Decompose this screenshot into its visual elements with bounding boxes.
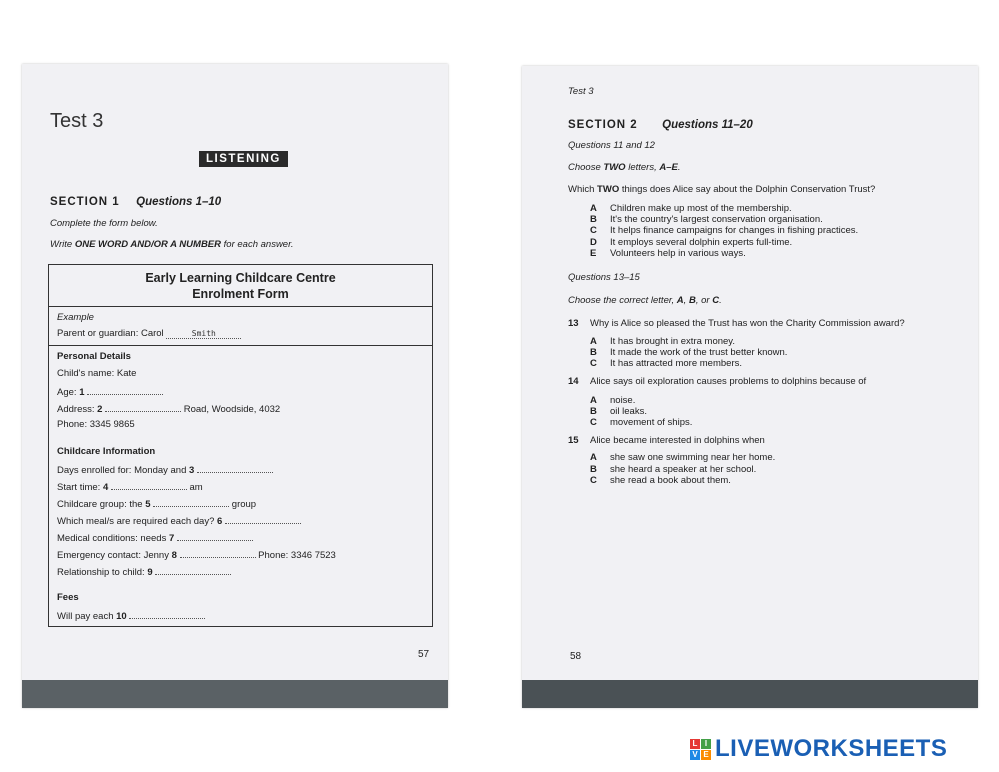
liveworksheets-logo[interactable] [690, 734, 947, 764]
option-letter: C [590, 358, 597, 369]
emergency-post: Phone: 3346 7523 [258, 550, 336, 561]
option-text: Children make up most of the membership. [610, 203, 792, 214]
option-text: It employs several dolphin experts full-time. [610, 237, 793, 248]
address-row [57, 402, 280, 415]
answer-blank-4[interactable] [111, 480, 187, 490]
question-number: 14 [568, 376, 579, 387]
section-heading [50, 192, 221, 210]
group-row [57, 497, 256, 510]
right-page [522, 66, 978, 708]
q13-15-heading: Questions 13–15 [568, 272, 640, 283]
days-row [57, 463, 273, 476]
q11-12-instr-pre: Choose [568, 162, 604, 173]
q11-12-instr-post: letters, [625, 162, 660, 173]
address-label: Address: [57, 404, 98, 415]
enrolment-form [48, 264, 433, 627]
option-text: she heard a speaker at her school. [610, 464, 757, 475]
answer-blank-7[interactable] [177, 531, 253, 541]
brand-name: LIVEWORKSHEETS [715, 735, 948, 762]
example-label: Example [57, 312, 94, 323]
start-label: Start time: [57, 482, 103, 493]
answer-blank-9[interactable] [155, 565, 231, 575]
option-text: movement of ships. [610, 417, 693, 428]
q13-15-instr-c: C [712, 295, 720, 306]
answer-blank-10[interactable] [129, 609, 205, 619]
phone: Phone: 3345 9865 [57, 419, 135, 430]
medical-label: Medical conditions: needs [57, 533, 169, 544]
q13-15-instr-sep2: , or [695, 295, 713, 306]
q11-12-heading: Questions 11 and 12 [568, 140, 655, 151]
section-questions: Questions 11–20 [662, 119, 753, 131]
q11-12-question-post: things does Alice say about the Dolphin Conservation Trust? [619, 184, 876, 195]
option-row[interactable] [590, 452, 775, 463]
days-num: 3 [189, 465, 195, 476]
question-text: Alice became interested in dolphins when [590, 435, 765, 446]
section-questions: Questions 1–10 [136, 196, 222, 208]
option-text: noise. [610, 395, 636, 406]
start-row [57, 480, 203, 493]
option-text: she saw one swimming near her home. [610, 452, 776, 463]
option-letter: D [590, 237, 597, 248]
page-number: 58 [570, 651, 582, 662]
option-text: It has brought in extra money. [610, 336, 735, 347]
question-text: Why is Alice so pleased the Trust has won the Charity Commission award? [590, 318, 905, 329]
logo-letter: E [701, 750, 711, 760]
personal-details-heading: Personal Details [57, 351, 131, 362]
age-label: Age: [57, 387, 80, 398]
q13-15-instruction [568, 295, 722, 306]
left-page [22, 64, 448, 708]
section-heading [568, 115, 753, 133]
option-letter: C [590, 225, 597, 236]
answer-blank-2[interactable] [105, 402, 181, 412]
option-letter: B [590, 214, 597, 225]
pay-label: Will pay each [57, 611, 117, 622]
test-title: Test 3 [50, 110, 104, 132]
q11-12-question-pre: Which [568, 184, 598, 195]
question-15 [568, 435, 765, 446]
option-letter: E [590, 248, 597, 259]
q13-15-instr-end: . [719, 295, 722, 306]
question-text: Alice says oil exploration causes problems to dolphins because of [590, 376, 867, 387]
option-letter: A [590, 336, 597, 347]
emergency-num: 8 [171, 550, 177, 561]
option-letter: C [590, 417, 597, 428]
instruction-write-bold: ONE WORD AND/OR A NUMBER [74, 239, 222, 250]
medical-num: 7 [168, 533, 175, 544]
logo-letter: I [701, 739, 711, 749]
option-letter: B [590, 406, 597, 417]
listening-badge: LISTENING [199, 151, 288, 167]
pay-row [57, 609, 205, 622]
option-row[interactable] [590, 406, 647, 417]
childs-name: Child's name: Kate [57, 368, 137, 379]
option-row[interactable] [590, 336, 735, 347]
answer-blank-6[interactable] [225, 514, 301, 524]
option-text: Volunteers help in various ways. [610, 248, 746, 259]
section-label: SECTION 2 [568, 119, 638, 131]
option-row[interactable] [590, 225, 858, 236]
answer-blank-1[interactable] [87, 385, 163, 395]
relationship-label: Relationship to child: [57, 567, 148, 578]
pay-num: 10 [116, 611, 127, 622]
option-row[interactable] [590, 475, 731, 486]
option-row[interactable] [590, 358, 742, 369]
q13-15-instr-b: B [688, 295, 696, 306]
answer-blank-8[interactable] [180, 548, 256, 558]
relationship-row [57, 565, 231, 578]
medical-row [57, 531, 253, 544]
instruction-write [50, 239, 294, 250]
example-answer: Smith [166, 329, 241, 339]
q11-12-instruction [568, 162, 680, 173]
age-row [57, 385, 163, 398]
instruction-complete: Complete the form below. [50, 218, 158, 229]
scan-shadow [22, 680, 448, 708]
option-row[interactable] [590, 203, 792, 214]
option-row[interactable] [590, 417, 692, 428]
instruction-write-pre: Write [50, 239, 75, 250]
scan-shadow [522, 680, 978, 708]
question-number: 13 [568, 318, 579, 329]
emergency-row [57, 548, 336, 561]
fees-heading: Fees [57, 592, 79, 603]
group-num: 5 [145, 499, 151, 510]
option-row[interactable] [590, 395, 635, 406]
q11-12-instr-end: . [677, 162, 681, 173]
days-label: Days enrolled for: Monday and [57, 465, 190, 476]
q11-12-question [568, 184, 875, 195]
page-number: 57 [418, 649, 430, 660]
option-text: she read a book about them. [610, 475, 731, 486]
group-label: Childcare group: the [57, 499, 146, 510]
q11-12-instr-bold: TWO [603, 162, 626, 173]
q13-15-instr-pre: Choose the correct letter, [568, 295, 677, 306]
example-row [57, 328, 241, 339]
option-letter: B [590, 464, 597, 475]
q13-15-instr-a: A [676, 295, 684, 306]
section-label: SECTION 1 [50, 196, 120, 208]
form-divider [49, 306, 432, 307]
option-text: oil leaks. [610, 406, 647, 417]
meals-num: 6 [217, 516, 223, 527]
emergency-label: Emergency contact: Jenny [57, 550, 172, 561]
question-number: 15 [568, 435, 579, 446]
example-text: Parent or guardian: Carol [57, 328, 164, 339]
option-text: It helps finance campaigns for changes in fishing practices. [610, 225, 859, 236]
meals-label: Which meal/s are required each day? [57, 516, 217, 527]
question-14 [568, 376, 866, 387]
address-post: Road, Woodside, 4032 [183, 404, 281, 415]
start-post: am [189, 482, 203, 493]
relationship-num: 9 [147, 567, 153, 578]
option-text: It's the country's largest conservation organisation. [610, 214, 823, 225]
group-post: group [231, 499, 257, 510]
answer-blank-3[interactable] [197, 463, 273, 473]
address-num: 2 [97, 404, 103, 415]
option-letter: B [590, 347, 597, 358]
liveworksheets-icon [690, 739, 711, 760]
answer-blank-5[interactable] [153, 497, 229, 507]
option-letter: C [590, 475, 597, 486]
logo-letter: V [690, 750, 700, 760]
logo-letter: L [690, 739, 700, 749]
question-13 [568, 318, 905, 329]
start-num: 4 [102, 482, 109, 493]
q11-12-question-bold: TWO [597, 184, 620, 195]
instruction-write-post: for each answer. [221, 239, 294, 250]
page-header: Test 3 [568, 86, 594, 97]
option-text: It has attracted more members. [610, 358, 742, 369]
meals-row [57, 514, 301, 527]
option-letter: A [590, 395, 597, 406]
q11-12-instr-letters: A–E [659, 162, 678, 173]
option-row[interactable] [590, 214, 823, 225]
age-num: 1 [79, 387, 85, 398]
option-row[interactable] [590, 248, 746, 259]
form-title-line2: Enrolment Form [192, 287, 289, 301]
example-divider [49, 345, 432, 346]
option-letter: A [590, 452, 597, 463]
childcare-info-heading: Childcare Information [57, 446, 156, 457]
option-row[interactable] [590, 237, 792, 248]
q13-15-instr-sep1: , [683, 295, 689, 306]
option-row[interactable] [590, 347, 787, 358]
option-letter: A [590, 203, 597, 214]
option-text: It made the work of the trust better known. [610, 347, 788, 358]
option-row[interactable] [590, 464, 756, 475]
form-title-line1: Early Learning Childcare Centre [145, 271, 336, 285]
